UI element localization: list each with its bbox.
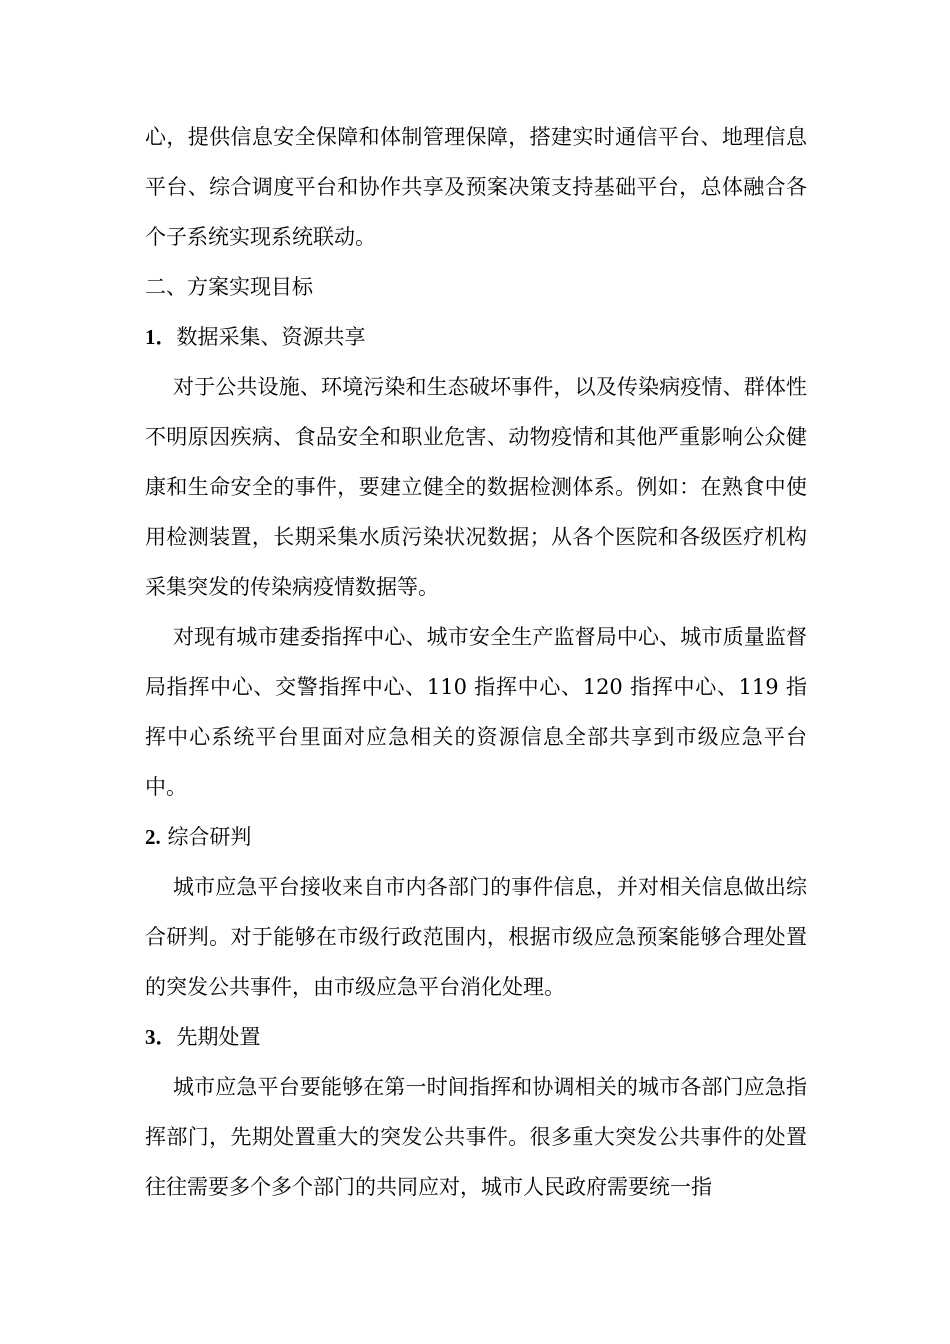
paragraph-resource-sharing: 对现有城市建委指挥中心、城市安全生产监督局中心、城市质量监督局指挥中心、交警指挥中心、110 指挥中心、120 指挥中心、119 指挥中心系统平台里面对应急相关的资源信息全部共享到市级应急平台中。 [145, 625, 807, 799]
paragraph-continuation: 心，提供信息安全保障和体制管理保障，搭建实时通信平台、地理信息平台、综合调度平台和协作共享及预案决策支持基础平台，总体融合各个子系统实现系统联动。 [145, 125, 807, 249]
subheading-number: 3． [145, 1025, 177, 1049]
subheading-initial-response [145, 1012, 807, 1062]
subheading-number: 2. [145, 825, 161, 849]
subheading-data-collection [145, 312, 807, 362]
paragraph-initial-response: 城市应急平台要能够在第一时间指挥和协调相关的城市各部门应急指挥部门，先期处置重大的突发公共事件。很多重大突发公共事件的处置往往需要多个多个部门的共同应对，城市人民政府需要统一指 [145, 1075, 807, 1199]
subheading-text: 综合研判 [167, 825, 252, 849]
document-body [145, 112, 807, 1212]
paragraph-analysis: 城市应急平台接收来自市内各部门的事件信息，并对相关信息做出综合研判。对于能够在市级行政范围内，根据市级应急预案能够合理处置的突发公共事件，由市级应急平台消化处理。 [145, 875, 807, 999]
section-heading-goals: 二、方案实现目标 [145, 275, 313, 299]
subheading-number: 1． [145, 325, 177, 349]
subheading-text: 先期处置 [176, 1025, 261, 1049]
paragraph-data-monitoring: 对于公共设施、环境污染和生态破坏事件，以及传染病疫情、群体性不明原因疾病、食品安全和职业危害、动物疫情和其他严重影响公众健康和生命安全的事件，要建立健全的数据检测体系。例如：在熟食中使用检测装置，长期采集水质污染状况数据；从各个医院和各级医疗机构采集突发的传染病疫情数据等。 [145, 375, 807, 599]
subheading-comprehensive-analysis [145, 812, 807, 862]
subheading-text: 数据采集、资源共享 [176, 325, 366, 349]
